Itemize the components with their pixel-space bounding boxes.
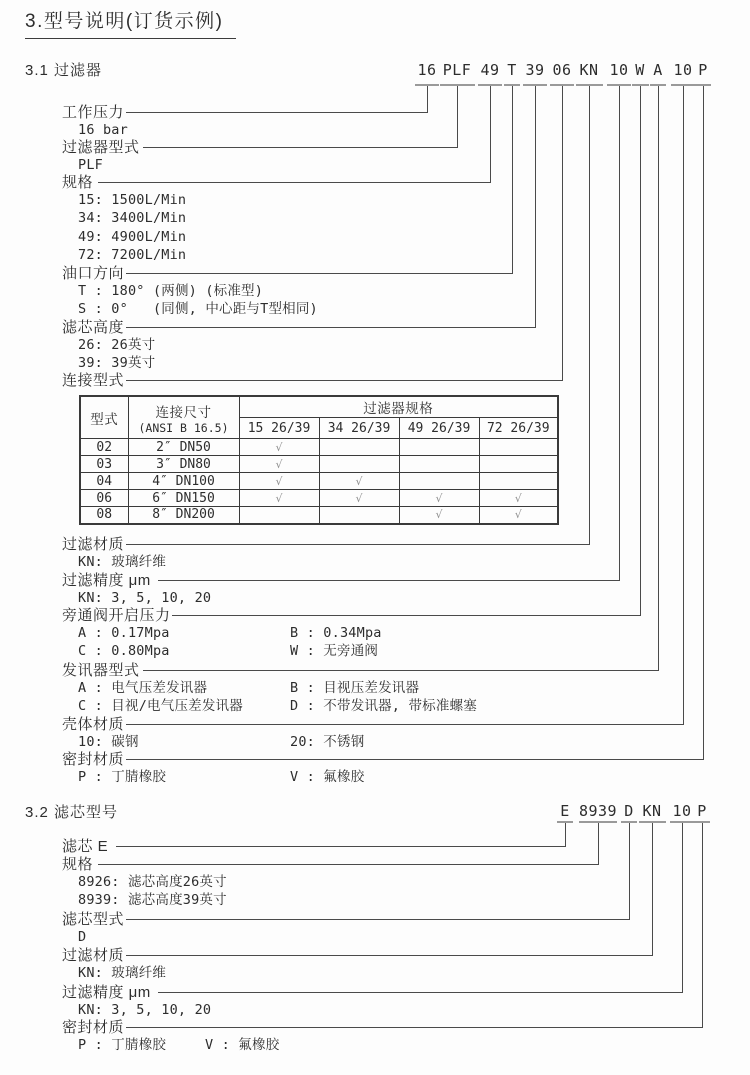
model-code-segment: D: [624, 802, 634, 820]
branch-sub-item: 8939: 滤芯高度39英寸: [78, 892, 227, 908]
branch-sub-item: P : 丁腈橡胶: [78, 769, 167, 785]
table-size-cell: 3″ DN80: [128, 456, 239, 473]
table-header-spec-col: 34 26/39: [319, 418, 399, 439]
branch-sub-item: P : 丁腈橡胶: [78, 1037, 167, 1053]
model-code-segment: P: [697, 802, 707, 820]
branch-hline: [126, 273, 513, 274]
branch-label: 滤芯型式: [62, 911, 125, 928]
branch-sub-item: 8926: 滤芯高度26英寸: [78, 874, 227, 890]
table-check-cell: [479, 439, 558, 456]
branch-label: 过滤器型式: [62, 139, 140, 156]
branch-label: 滤芯高度: [62, 319, 125, 336]
table-header-type: 型式: [80, 396, 128, 439]
code-leader-vline: [683, 86, 684, 724]
model-code-segment: 49: [480, 61, 500, 79]
branch-sub-item: 10: 碳钢: [78, 734, 139, 750]
table-type-cell: 02: [80, 439, 128, 456]
model-code-segment: KN: [642, 802, 662, 820]
table-check-cell: √: [479, 507, 558, 524]
code-leader-vline: [703, 86, 704, 759]
branch-sub-item: PLF: [78, 157, 103, 173]
branch-sub-item: D : 不带发讯器, 带标准螺塞: [290, 698, 477, 714]
branch-sub-item: KN: 玻璃纤维: [78, 965, 167, 981]
table-header-size: [128, 396, 239, 439]
table-check-cell: √: [319, 490, 399, 507]
branch-label: 油口方向: [62, 265, 125, 282]
table-size-cell: 8″ DN200: [128, 507, 239, 524]
branch-hline: [158, 992, 683, 993]
table-check-cell: [239, 507, 319, 524]
model-code-segment: 39: [525, 61, 545, 79]
branch-sub-item: B : 0.34Mpa: [290, 625, 382, 641]
branch-sub-item: 34: 3400L/Min: [78, 210, 187, 226]
table-check-cell: √: [399, 507, 479, 524]
table-type-cell: 03: [80, 456, 128, 473]
page-title: 3.型号说明(订货示例): [25, 11, 224, 32]
branch-hline: [126, 724, 684, 725]
table-type-cell: 04: [80, 473, 128, 490]
branch-label: 旁通阀开启压力: [62, 607, 171, 624]
table-check-cell: [399, 439, 479, 456]
code-leader-vline: [619, 86, 620, 580]
branch-sub-item: 16 bar: [78, 122, 128, 138]
branch-hline: [126, 759, 704, 760]
branch-label: 规格: [62, 174, 94, 191]
code-leader-vline: [589, 86, 590, 544]
branch-sub-item: B : 目视压差发讯器: [290, 680, 420, 696]
branch-sub-item: C : 0.80Mpa: [78, 643, 170, 659]
model-code-segment: 10: [672, 802, 692, 820]
table-check-cell: √: [239, 439, 319, 456]
table-check-cell: √: [239, 490, 319, 507]
model-code-segment: 10: [609, 61, 629, 79]
branch-hline: [126, 380, 563, 381]
branch-sub-item: 49: 4900L/Min: [78, 229, 187, 245]
table-check-cell: √: [479, 490, 558, 507]
table-check-cell: [399, 473, 479, 490]
table-check-cell: √: [239, 473, 319, 490]
branch-hline: [98, 864, 599, 865]
table-check-cell: [479, 456, 558, 473]
branch-sub-item: KN: 玻璃纤维: [78, 554, 167, 570]
table-check-cell: √: [239, 456, 319, 473]
branch-sub-item: KN: 3, 5, 10, 20: [78, 1002, 212, 1018]
branch-hline: [126, 1027, 703, 1028]
code-leader-vline: [427, 86, 428, 112]
branch-hline: [126, 544, 590, 545]
model-code-segment: P: [698, 61, 708, 79]
code-leader-vline: [512, 86, 513, 273]
branch-label: 过滤材质: [62, 536, 125, 553]
table-size-cell: 2″ DN50: [128, 439, 239, 456]
table-check-cell: √: [319, 473, 399, 490]
code-leader-vline: [598, 823, 599, 864]
table-header-spec-col: 72 26/39: [479, 418, 558, 439]
branch-label: 滤芯 E: [62, 838, 109, 855]
branch-sub-item: 39: 39英寸: [78, 355, 156, 371]
model-code-segment: 10: [673, 61, 693, 79]
branch-hline: [158, 580, 620, 581]
branch-label: 发讯器型式: [62, 662, 140, 679]
branch-hline: [126, 919, 630, 920]
branch-label: 过滤精度 μm: [62, 984, 151, 1001]
branch-hline: [143, 147, 458, 148]
connection-table: [79, 395, 559, 525]
branch-sub-item: D: [78, 929, 87, 945]
code-leader-vline: [565, 823, 566, 846]
code-leader-vline: [652, 823, 653, 955]
branch-label: 工作压力: [62, 104, 125, 121]
code-leader-vline: [682, 823, 683, 992]
branch-sub-item: S : 0° (同侧, 中心距与T型相同): [78, 301, 318, 317]
model-code-segment: T: [507, 61, 517, 79]
branch-sub-item: 20: 不锈钢: [290, 734, 365, 750]
model-code-segment: 06: [552, 61, 572, 79]
branch-hline: [143, 670, 659, 671]
code-leader-vline: [658, 86, 659, 670]
branch-hline: [126, 955, 653, 956]
branch-hline: [126, 327, 536, 328]
table-check-cell: [319, 439, 399, 456]
branch-label: 过滤精度 μm: [62, 572, 151, 589]
branch-sub-item: W : 无旁通阀: [290, 643, 379, 659]
branch-sub-item: KN: 3, 5, 10, 20: [78, 590, 212, 606]
table-check-cell: [319, 507, 399, 524]
branch-label: 规格: [62, 856, 94, 873]
table-header-size-line1: 连接尺寸: [155, 404, 212, 420]
branch-sub-item: V : 氟橡胶: [290, 769, 365, 785]
branch-sub-item: C : 目视/电气压差发讯器: [78, 698, 243, 714]
table-check-cell: [319, 456, 399, 473]
branch-hline: [172, 615, 641, 616]
model-code-segment: E: [560, 802, 570, 820]
table-check-cell: [399, 456, 479, 473]
model-code-segment: 16: [417, 61, 437, 79]
table-type-cell: 06: [80, 490, 128, 507]
model-code-segment: PLF: [442, 61, 472, 79]
branch-hline: [116, 846, 566, 847]
branch-label: 密封材质: [62, 751, 125, 768]
section-3-1-heading: 3.1 过滤器: [25, 62, 103, 79]
model-code-segment: W: [635, 61, 645, 79]
branch-sub-item: 72: 7200L/Min: [78, 247, 187, 263]
section-3-2-heading: 3.2 滤芯型号: [25, 804, 119, 821]
code-leader-vline: [490, 86, 491, 182]
model-code-segment: 8939: [578, 802, 618, 820]
branch-sub-item: T : 180° (两侧) (标准型): [78, 283, 264, 299]
model-code-segment: KN: [579, 61, 599, 79]
code-leader-vline: [640, 86, 641, 615]
model-code-segment: A: [653, 61, 663, 79]
table-check-cell: [479, 473, 558, 490]
table-header-spec: 过滤器规格: [239, 396, 558, 418]
branch-label: 密封材质: [62, 1019, 125, 1036]
table-header-size-line2: (ANSI B 16.5): [138, 420, 229, 435]
branch-hline: [126, 112, 428, 113]
branch-label: 过滤材质: [62, 947, 125, 964]
code-leader-vline: [629, 823, 630, 919]
branch-sub-item: A : 电气压差发讯器: [78, 680, 208, 696]
table-check-cell: √: [399, 490, 479, 507]
code-leader-vline: [457, 86, 458, 147]
branch-sub-item: 26: 26英寸: [78, 337, 156, 353]
code-leader-vline: [535, 86, 536, 327]
table-type-cell: 08: [80, 507, 128, 524]
branch-label: 连接型式: [62, 372, 125, 389]
code-leader-vline: [562, 86, 563, 380]
branch-sub-item: V : 氟橡胶: [205, 1037, 280, 1053]
code-leader-vline: [702, 823, 703, 1027]
branch-sub-item: 15: 1500L/Min: [78, 192, 187, 208]
table-header-spec-col: 15 26/39: [239, 418, 319, 439]
branch-label: 壳体材质: [62, 716, 125, 733]
branch-hline: [98, 182, 491, 183]
table-header-spec-col: 49 26/39: [399, 418, 479, 439]
branch-sub-item: A : 0.17Mpa: [78, 625, 170, 641]
table-size-cell: 4″ DN100: [128, 473, 239, 490]
title-underline: [25, 38, 236, 39]
table-size-cell: 6″ DN150: [128, 490, 239, 507]
